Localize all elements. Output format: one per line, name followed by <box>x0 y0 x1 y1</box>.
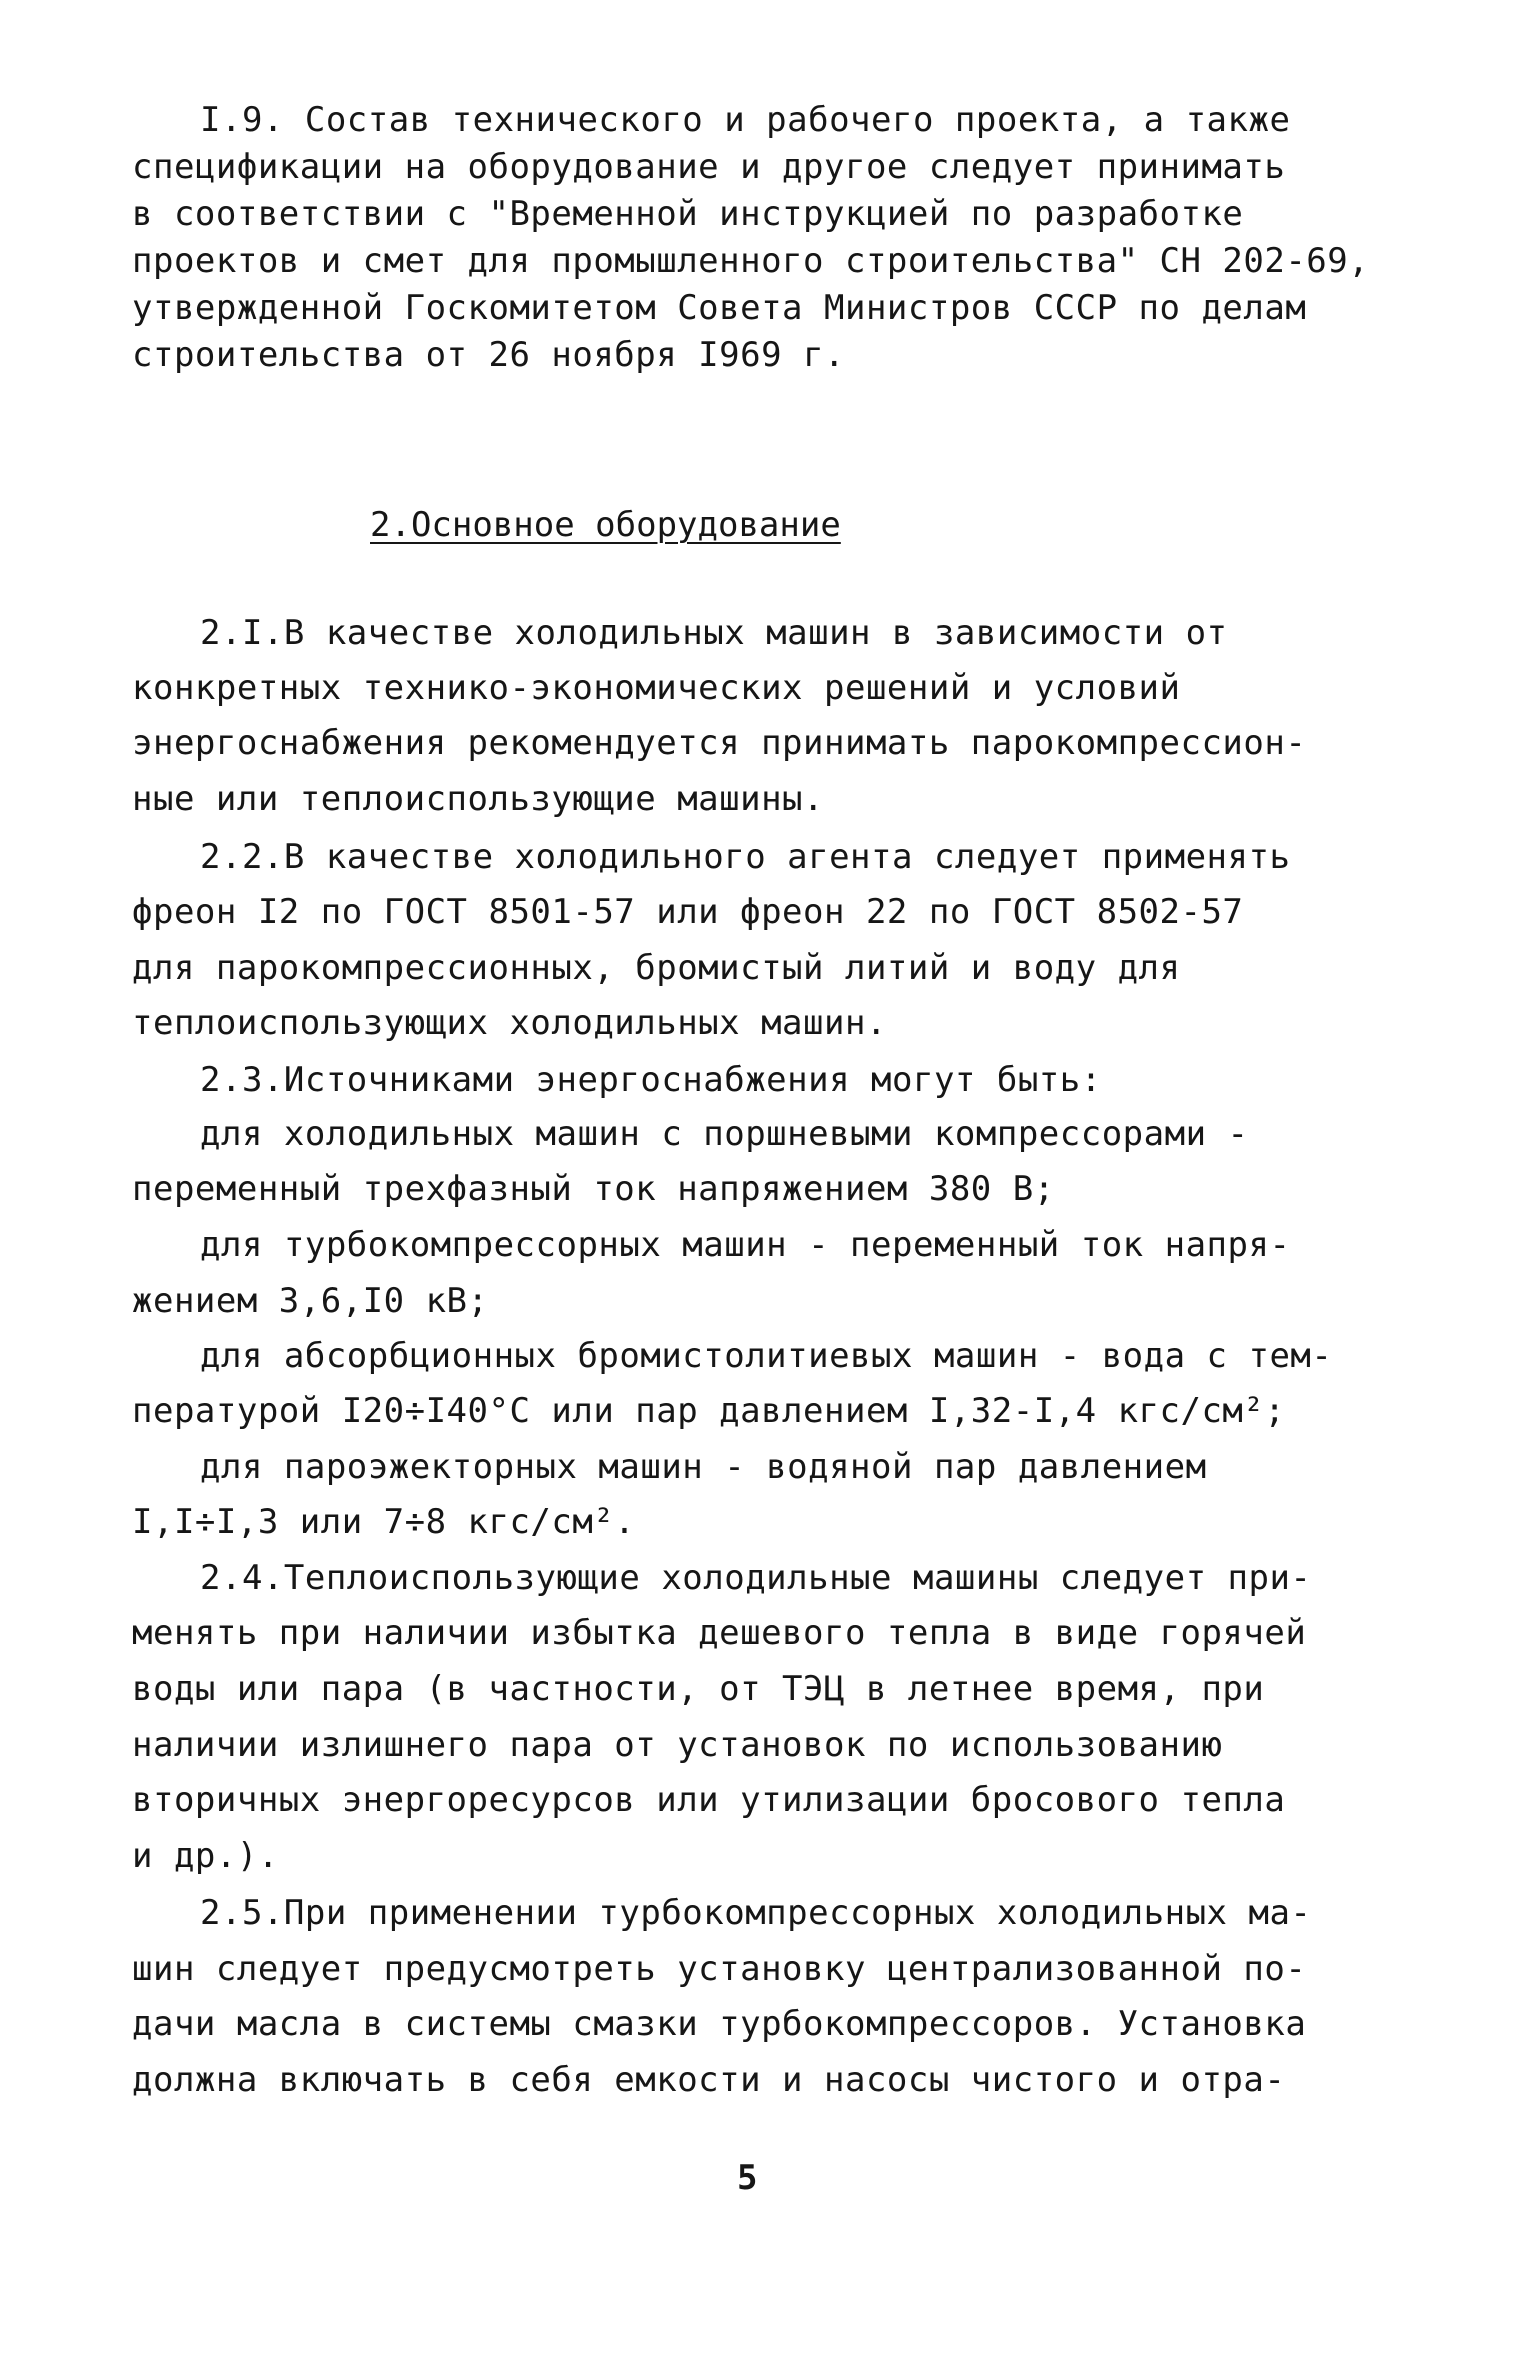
text-line: в соответствии с "Временной инструкцией по разработке <box>132 194 1244 234</box>
text-line: дачи масла в системы смазки турбокомпрессоров. Установка <box>132 2004 1307 2044</box>
text-line: для парокомпрессионных, бромистый литий и воду для <box>132 948 1181 988</box>
text-line: ные или теплоиспользующие машины. <box>132 779 825 819</box>
text-line: наличии излишнего пара от установок по использованию <box>132 1725 1223 1765</box>
text-line: 2.2.В качестве холодильного агента следует применять <box>200 837 1291 877</box>
text-line: утвержденной Госкомитетом Совета Министров СССР по делам <box>132 288 1307 328</box>
text-line: для абсорбционных бромистолитиевых машин - вода с тем- <box>200 1336 1333 1376</box>
text-line: шин следует предусмотреть установку централизованной по- <box>132 1949 1307 1989</box>
page-number: 5 <box>737 2158 758 2198</box>
text-line: и др.). <box>132 1836 279 1876</box>
text-line: должна включать в себя емкости и насосы чистого и отра- <box>132 2060 1286 2100</box>
text-line: воды или пара (в частности, от ТЭЦ в летнее время, при <box>132 1669 1265 1709</box>
text-line: жением 3,6,I0 кВ; <box>132 1281 489 1321</box>
text-line: проектов и смет для промышленного строительства" СН 202-69, <box>132 241 1370 281</box>
text-line: 2.I.В качестве холодильных машин в зависимости от <box>200 613 1228 653</box>
text-line: для турбокомпрессорных машин - переменный ток напря- <box>200 1225 1291 1265</box>
text-line: для пароэжекторных машин - водяной пар давлением <box>200 1447 1207 1487</box>
text-line: фреон I2 по ГОСТ 8501-57 или фреон 22 по ГОСТ 8502-57 <box>132 892 1244 932</box>
text-line: 2.4.Теплоиспользующие холодильные машины следует при- <box>200 1558 1312 1598</box>
text-line: конкретных технико-экономических решений и условий <box>132 668 1181 708</box>
text-line: I,I÷I,3 или 7÷8 кгс/см². <box>132 1502 636 1542</box>
text-line: спецификации на оборудование и другое следует принимать <box>132 147 1286 187</box>
text-line: 2.5.При применении турбокомпрессорных холодильных ма- <box>200 1893 1312 1933</box>
section-heading: 2.Основное оборудование <box>370 505 841 545</box>
text-line: энергоснабжения рекомендуется принимать парокомпрессион- <box>132 723 1307 763</box>
text-line: теплоиспользующих холодильных машин. <box>132 1003 887 1043</box>
text-line: менять при наличии избытка дешевого тепла в виде горячей <box>132 1613 1307 1653</box>
text-line: вторичных энергоресурсов или утилизации бросового тепла <box>132 1780 1286 1820</box>
text-line: пературой I20÷I40°С или пар давлением I,32-I,4 кгс/см²; <box>132 1391 1286 1431</box>
text-line: для холодильных машин с поршневыми компрессорами - <box>200 1114 1249 1154</box>
text-line: строительства от 26 ноября I969 г. <box>132 335 845 375</box>
text-line: I.9. Состав технического и рабочего проекта, а также <box>200 100 1291 140</box>
text-line: 2.3.Источниками энергоснабжения могут быть: <box>200 1060 1102 1100</box>
text-line: переменный трехфазный ток напряжением 380 В; <box>132 1169 1055 1209</box>
